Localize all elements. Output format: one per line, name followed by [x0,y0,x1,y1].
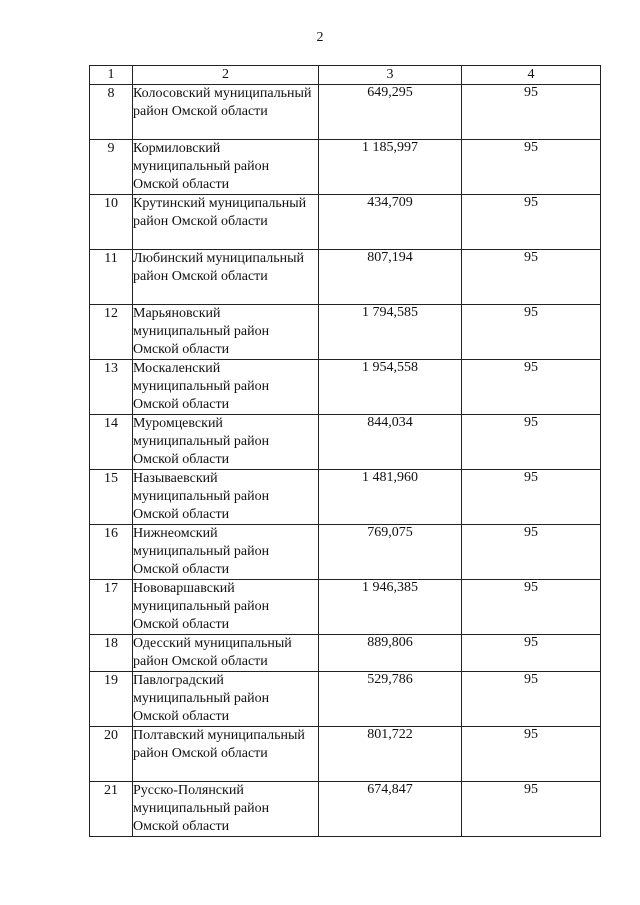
district-name: Муромцевский муниципальный район Омской области [133,415,319,470]
amount-value: 1 185,997 [319,140,462,195]
row-number: 20 [90,727,133,782]
district-name: Марьяновский муниципальный район Омской области [133,305,319,360]
percent-value: 95 [462,415,601,470]
amount-value: 674,847 [319,782,462,837]
district-name: Колосовский муниципальный район Омской области [133,85,319,140]
row-number: 17 [90,580,133,635]
percent-value: 95 [462,85,601,140]
amount-value: 1 946,385 [319,580,462,635]
table-row [90,305,601,360]
row-number: 13 [90,360,133,415]
district-name: Павлоградский муниципальный район Омской области [133,672,319,727]
amount-value: 529,786 [319,672,462,727]
percent-value: 95 [462,672,601,727]
table-row [90,85,601,140]
row-number: 15 [90,470,133,525]
district-name: Русско-Полянский муниципальный район Омской области [133,782,319,837]
table-row [90,360,601,415]
percent-value: 95 [462,195,601,250]
column-header: 2 [133,66,319,85]
percent-value: 95 [462,305,601,360]
column-header: 1 [90,66,133,85]
amount-value: 434,709 [319,195,462,250]
allocation-table [89,65,601,837]
percent-value: 95 [462,250,601,305]
amount-value: 1 954,558 [319,360,462,415]
percent-value: 95 [462,727,601,782]
amount-value: 649,295 [319,85,462,140]
table-row [90,782,601,837]
percent-value: 95 [462,525,601,580]
table-header-row [90,66,601,85]
row-number: 11 [90,250,133,305]
row-number: 19 [90,672,133,727]
percent-value: 95 [462,360,601,415]
percent-value: 95 [462,470,601,525]
district-name: Кормиловский муниципальный район Омской области [133,140,319,195]
district-name: Одесский муниципальный район Омской области [133,635,319,672]
amount-value: 769,075 [319,525,462,580]
table-row [90,525,601,580]
percent-value: 95 [462,580,601,635]
amount-value: 844,034 [319,415,462,470]
district-name: Нововаршавский муниципальный район Омской области [133,580,319,635]
district-name: Полтавский муниципальный район Омской области [133,727,319,782]
district-name: Любинский муниципальный район Омской области [133,250,319,305]
row-number: 21 [90,782,133,837]
row-number: 14 [90,415,133,470]
table-row [90,195,601,250]
table-row [90,250,601,305]
row-number: 10 [90,195,133,250]
percent-value: 95 [462,782,601,837]
district-name: Нижнеомский муниципальный район Омской области [133,525,319,580]
table-row [90,727,601,782]
percent-value: 95 [462,140,601,195]
table-row [90,580,601,635]
row-number: 12 [90,305,133,360]
row-number: 18 [90,635,133,672]
district-name: Крутинский муниципальный район Омской области [133,195,319,250]
amount-value: 801,722 [319,727,462,782]
table-row [90,415,601,470]
row-number: 16 [90,525,133,580]
row-number: 8 [90,85,133,140]
district-name: Называевский муниципальный район Омской области [133,470,319,525]
district-name: Москаленский муниципальный район Омской области [133,360,319,415]
table-row [90,470,601,525]
column-header: 4 [462,66,601,85]
amount-value: 807,194 [319,250,462,305]
table-row [90,672,601,727]
table-row [90,140,601,195]
amount-value: 1 481,960 [319,470,462,525]
amount-value: 889,806 [319,635,462,672]
column-header: 3 [319,66,462,85]
page-number: 2 [316,30,324,45]
table-row [90,635,601,672]
percent-value: 95 [462,635,601,672]
amount-value: 1 794,585 [319,305,462,360]
row-number: 9 [90,140,133,195]
